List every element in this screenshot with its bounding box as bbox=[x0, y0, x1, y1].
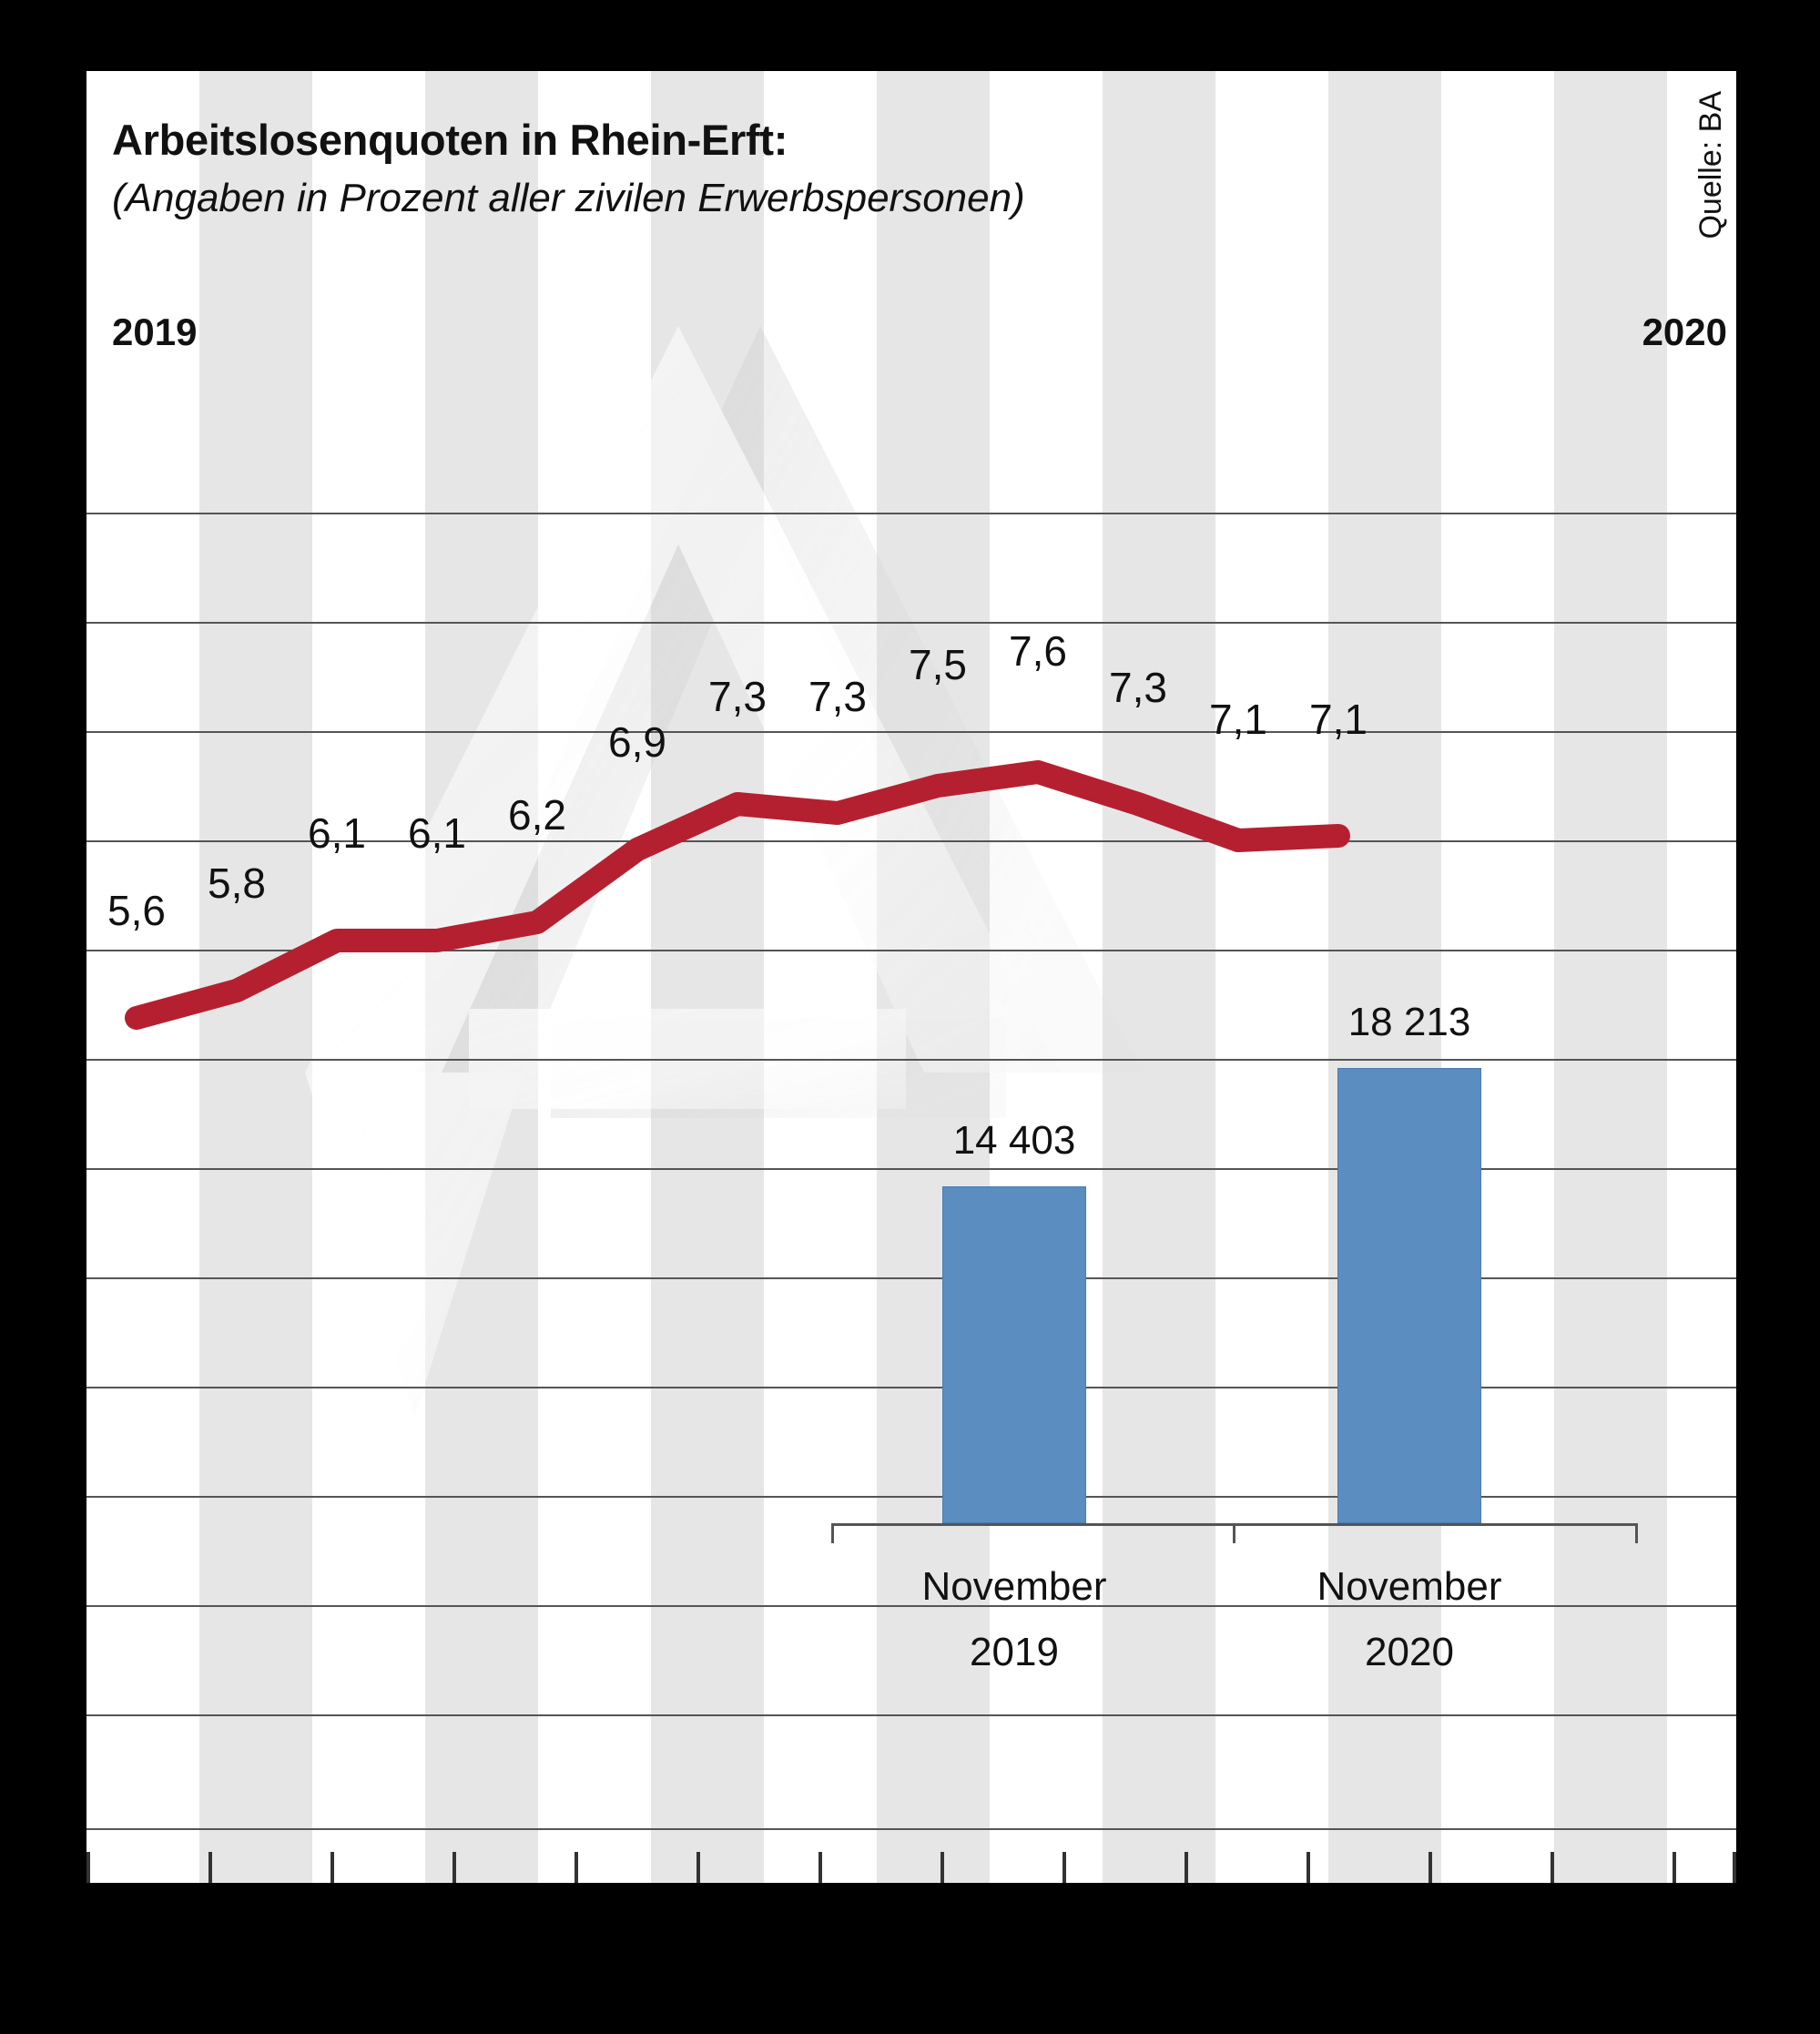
point-label-4: 6,1 bbox=[408, 809, 466, 857]
point-label-7: 7,3 bbox=[708, 673, 767, 720]
axis-tick bbox=[1429, 1852, 1432, 1883]
point-label-9: 7,5 bbox=[909, 641, 967, 688]
axis-tick bbox=[1307, 1852, 1310, 1883]
category-label-2019-line1: November bbox=[921, 1564, 1107, 1609]
axis-tick bbox=[208, 1852, 212, 1883]
point-label-1: 5,6 bbox=[107, 887, 166, 934]
category-label-2020-line1: November bbox=[1317, 1564, 1502, 1609]
axis-tick bbox=[696, 1852, 700, 1883]
point-label-3: 6,1 bbox=[308, 809, 366, 857]
line-series-arbeitslosenquote bbox=[86, 71, 1736, 1883]
category-label-2020-line2: 2020 bbox=[1365, 1630, 1454, 1674]
point-label-5: 6,2 bbox=[508, 791, 566, 839]
chart-panel bbox=[86, 71, 1736, 1883]
page-title: Arbeitslosenquoten in Rhein-Erft: bbox=[112, 116, 788, 164]
axis-tick bbox=[1551, 1852, 1554, 1883]
source-label: Quelle: BA bbox=[1693, 91, 1728, 239]
point-label-12: 7,1 bbox=[1209, 696, 1267, 743]
point-label-2: 5,8 bbox=[208, 859, 266, 907]
year-label-right: 2020 bbox=[1642, 310, 1727, 353]
axis-tick bbox=[1673, 1852, 1676, 1883]
year-label-left: 2019 bbox=[112, 310, 198, 353]
axis-tick bbox=[818, 1852, 822, 1883]
axis-tick bbox=[330, 1852, 334, 1883]
point-label-6: 6,9 bbox=[608, 718, 666, 766]
axis-tick bbox=[86, 1852, 90, 1883]
axis-tick bbox=[574, 1852, 578, 1883]
axis-baseline bbox=[86, 1828, 1736, 1830]
point-label-10: 7,6 bbox=[1009, 627, 1067, 675]
page-subtitle: (Angaben in Prozent aller zivilen Erwerbspersonen) bbox=[112, 176, 1025, 220]
point-label-8: 7,3 bbox=[808, 673, 867, 720]
point-label-13: 7,1 bbox=[1309, 696, 1368, 743]
axis-tick bbox=[1185, 1852, 1188, 1883]
point-label-11: 7,3 bbox=[1109, 664, 1167, 711]
axis-tick bbox=[1063, 1852, 1066, 1883]
category-label-2019-line2: 2019 bbox=[970, 1630, 1059, 1674]
bar-value-label-2020: 18 213 bbox=[1347, 1000, 1471, 1044]
axis-tick bbox=[452, 1852, 456, 1883]
axis-tick bbox=[941, 1852, 944, 1883]
bar-value-label-2019: 14 403 bbox=[952, 1118, 1076, 1163]
axis-tick bbox=[1733, 1852, 1736, 1883]
